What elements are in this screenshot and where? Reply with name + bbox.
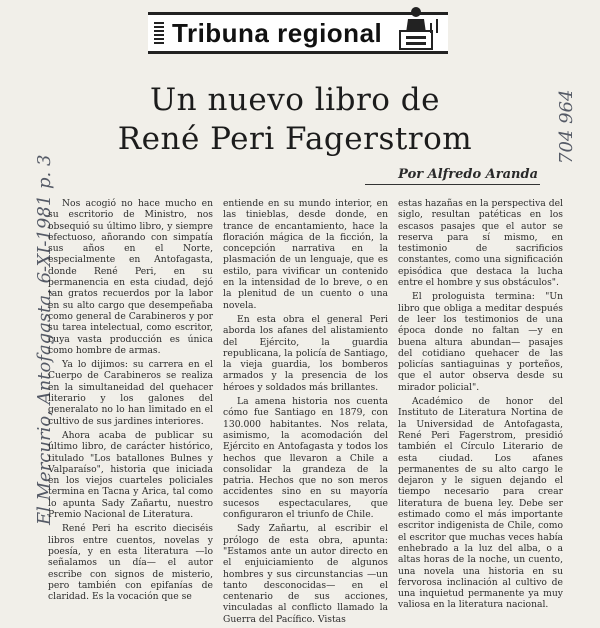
paragraph: entiende en su mundo interior, en las tinieblas, desde donde, en trance de encantamiento, hace la floración mágica de la ficción, la concepción narrativa en la plasmación de un lenguaje, que es estilo, para vivificar un contenido en la intensidad de lo breve, o en la plenitud de un cuento o una novela. bbox=[223, 198, 388, 311]
banner-ornament bbox=[154, 22, 164, 44]
byline-rule bbox=[365, 184, 540, 185]
handwritten-source-text: El Mercurio, Antofagasta, 6-XI-1981 p. 3 bbox=[34, 154, 55, 525]
article-column-2 bbox=[223, 198, 388, 628]
paragraph: Ahora acaba de publicar su último libro, de carácter histórico, titulado "Los batallones Bulnes y Valparaíso", historia que iniciada en los viejos cuarteles policiales termina en Tacna y Arica, tal como lo apunta Sady Zañartu, nuestro Premio Nacional de Literatura. bbox=[48, 429, 213, 521]
paragraph: René Peri ha escrito dieciséis libros entre cuentos, novelas y poesía, y en esta literatura —lo señalamos un día— el autor escribe con signos de misterio, pero también con epifanías de claridad. Es la vocación que se bbox=[48, 523, 213, 603]
speaker-podium-icon bbox=[386, 3, 444, 51]
paragraph: El prologuista termina: "Un libro que obliga a meditar después de leer los testimonios de una época donde no faltan —y en buena altura abundan— pasajes del cotidiano quehacer de las policías santiaguinas y porteños, que el autor observa desde su mirador policial". bbox=[398, 291, 563, 393]
article-column-1 bbox=[48, 198, 213, 605]
paragraph: Sady Zañartu, al escribir el prólogo de esta obra, apunta: "Estamos ante un autor directo en el enjuiciamiento de algunos hombres y sus circunstancias —un tanto desconocidas— en el centenario de sus acciones, vinculadas al conflicto llamado la Guerra del Pacífico. Vistas bbox=[223, 523, 388, 625]
paragraph: Ya lo dijimos: su carrera en el Cuerpo de Carabineros se realiza en la simultaneidad del quehacer literario y los galones del generalato no lo han limitado en el cultivo de sus jardines interiores. bbox=[48, 359, 213, 427]
paragraph: Académico de honor del Instituto de Literatura Nortina de la Universidad de Antofagasta, René Peri Fagerstrom, presidió también el Círculo Literario de esta ciudad. Los afanes permanentes de su alto cargo le dejaron y le siguen dejando el tiempo necesario para crear literatura de buena ley. Debe ser estimado como el más importante escritor indigenista de Chile, como el escritor que muchas veces había enhebrado a la luz del alba, o a altas horas de la noche, un cuento, una novela una historia en su fervorosa inclinación al cultivo de una inquietud permanente ya muy valiosa en la literatura nacional. bbox=[398, 396, 563, 611]
article-column-3 bbox=[398, 198, 563, 614]
paragraph: La amena historia nos cuenta cómo fue Santiago en 1879, con 130.000 habitantes. Nos relata, asimismo, la acomodación del Ejército en Antofagasta y todos los hechos que llevaron a Chile a consolidar la grandeza de la patria. Hechos que no son meros accidentes sino en su mayoría sucesos espectaculares, que configuraron el triunfo de Chile. bbox=[223, 396, 388, 521]
catalog-number-text: 704 964 bbox=[556, 89, 577, 164]
paragraph: Nos acogió no hace mucho en su escritorio de Ministro, nos obsequió su último libro, y siempre efectuoso, añorando con simpatía sus años en el Norte, especialmente en Antofagasta, donde René Peri, en su permanencia en esta ciudad, dejó tan gratos recuerdos por la labor en su alto cargo que desempeñaba como general de Carabineros y por su tarea intelectual, como escritor, cuya vasta producción es única como hombre de armas. bbox=[48, 198, 213, 356]
headline-line-2: René Peri Fagerstrom bbox=[117, 121, 473, 157]
headline-line-1: Un nuevo libro de bbox=[150, 82, 440, 118]
handwritten-source-note bbox=[10, 150, 55, 530]
byline: Por Alfredo Aranda bbox=[398, 167, 538, 182]
paragraph: estas hazañas en la perspectiva del siglo, resultan patéticas en los escasos pasajes que el autor se reserva para sí mismo, en testimonio de sacrificios constantes, como una significación episódica que destaca la lucha entre el hombre y sus obstáculos". bbox=[398, 198, 563, 289]
paragraph: En esta obra el general Peri aborda los afanes del alistamiento del Ejército, la guardia republicana, la policía de Santiago, la vieja guardia, los bomberos armados y la presencia de los héroes y soldados más brillantes. bbox=[223, 313, 388, 393]
section-banner bbox=[148, 12, 448, 54]
section-title: Tribuna regional bbox=[172, 17, 383, 48]
